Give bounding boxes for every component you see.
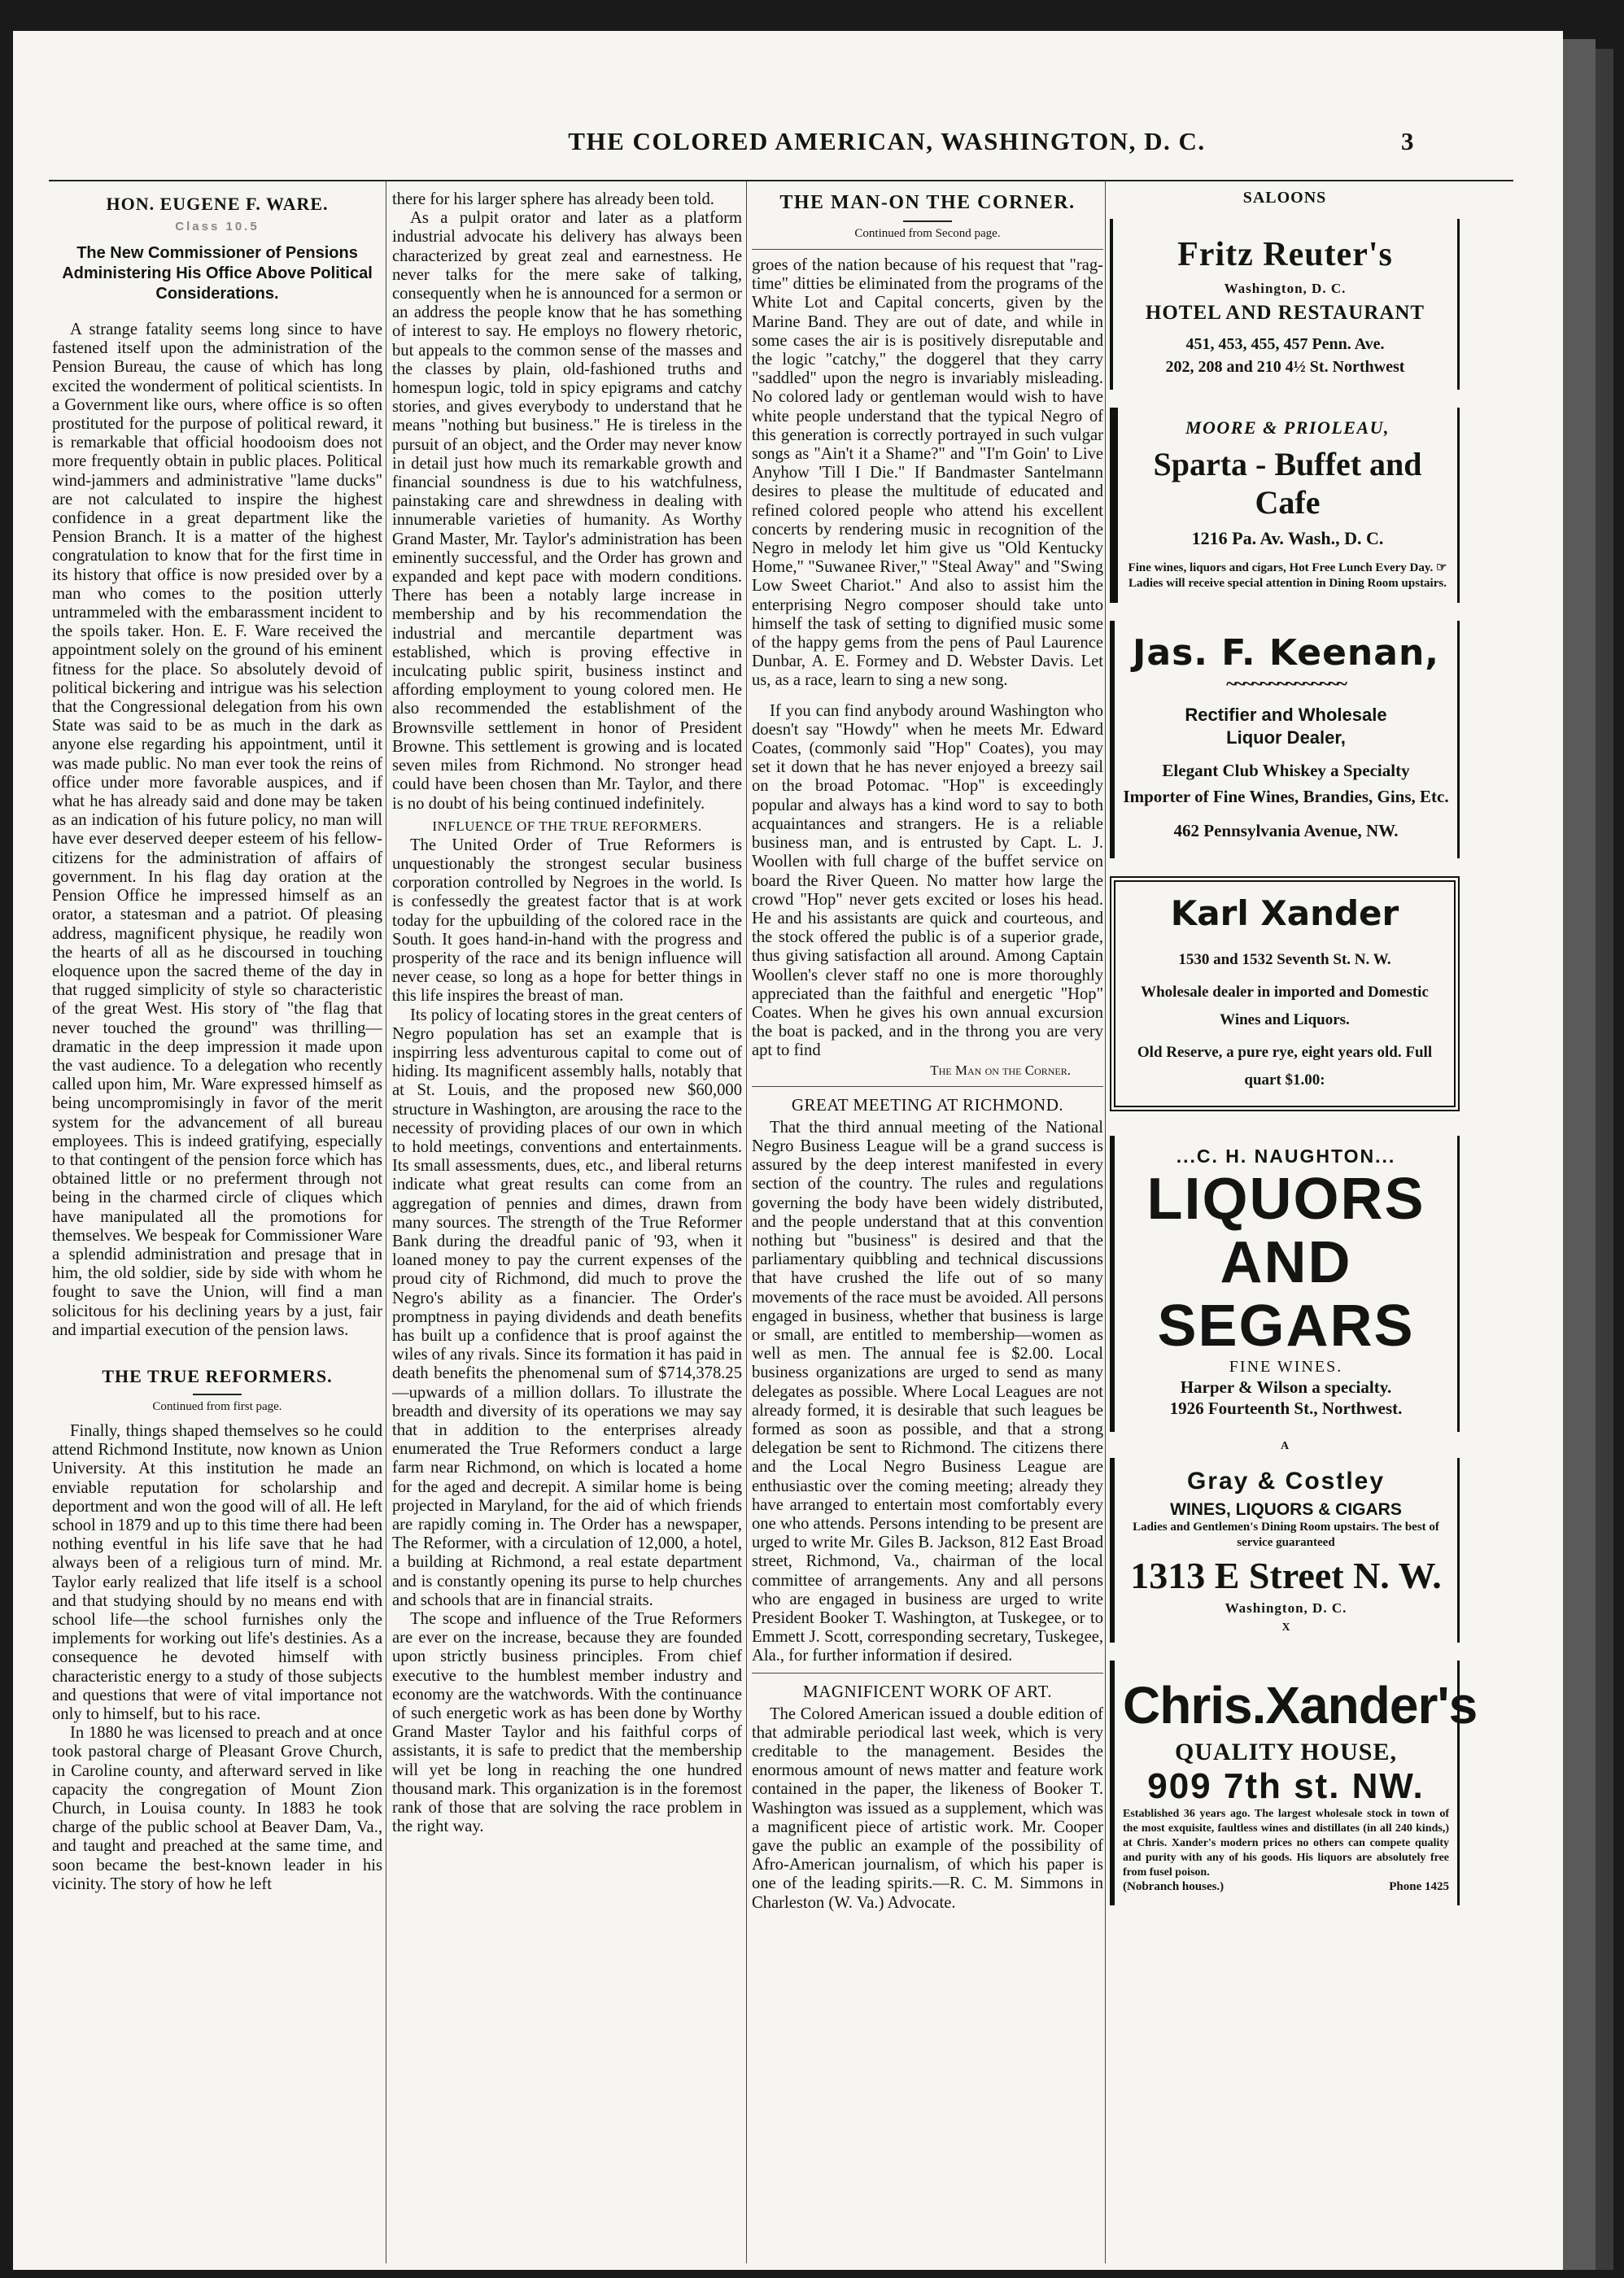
ad-kind: HOTEL AND RESTAURANT: [1145, 302, 1425, 324]
article-heading-work-of-art: MAGNIFICENT WORK OF ART.: [803, 1681, 1052, 1701]
divider: [752, 1086, 1103, 1087]
library-stamp: Class 10.5: [175, 220, 260, 233]
ad-name: Karl Xander: [1170, 893, 1399, 933]
paragraph: That the third annual meeting of the National Negro Business League will be a grand success is assured by the deep interest manifested in every section of the country. The rules and regulations governing the body have been widely distributed, and the people understand that at this convention nothing but "business" is desired and that the parliamentary quibbling and technical discussions that have crushed the life out of so many movements of the race must be avoided. All persons engaged in business, whether that business is large or small, are entitled to membership—women as well as men. The annual fee is $2.00. Local business organizations are urged to send as many delegates as possible. Where Local Leagues are not already formed, it is desirable that such leagues be formed as soon as possible, and that a strong delegation be sent to Richmond. The citizens there and the Local Negro Business League are enthusiastic over the coming meeting; already they have arranged to entertain most comfortably every one who attends. Persons intending to be present are urged to write Mr. Giles B. Jackson, 812 East Broad street, Richmond, Va., chairman of the local committee of arrangements. Any and all persons who are engaged in business are urged to write President Booker T. Washington, at Tuskegee, or to Emmett J. Scott, corresponding secretary, Tuskegee, Ala., for further information if desired.: [752, 1118, 1103, 1665]
ad-address: 202, 208 and 210 4½ St. Northwest: [1165, 358, 1405, 376]
ad-phone: Phone 1425: [1389, 1880, 1449, 1893]
continued-note: Continued from first page.: [152, 1399, 282, 1413]
paragraph: The United Order of True Reformers is unquestionably the strongest secular business corporation controlled by Negroes in the world. Is is confessedly the greatest factor that is at work today for the upbuilding of the colored race in the South. It goes hand-in-hand with the progress and prosperity of the race and its benign influence will never cease, so long as a hope for better things in this life inspires the breast of man.: [392, 836, 742, 1006]
ad-naughton: [1110, 1136, 1460, 1432]
ad-line: WINES, LIQUORS & CIGARS: [1170, 1500, 1402, 1519]
article-heading-richmond: GREAT MEETING AT RICHMOND.: [791, 1094, 1064, 1115]
column-2: [392, 190, 742, 2273]
ad-line: LIQUORS: [1146, 1167, 1425, 1232]
ad-line: Rectifier and Wholesale: [1185, 705, 1387, 725]
column-3: [752, 190, 1103, 2273]
ad-name: Jas. F. Keenan,: [1133, 632, 1439, 674]
page-number: 3: [1401, 127, 1414, 155]
paragraph: The scope and influence of the True Reformers are ever on the increase, because they are founded upon strictly business principles. From chief executive to the humblest member industry and economy are the watchwords. With the continuance of such energetic work as has been done by Worthy Grand Master Taylor and his faithful corps of assistants, it is safe to predict that the membership will yet be long in reaching the one hundred thousand mark. This organization is in the foremost rank of those that are solving the race problem in the right way.: [392, 1610, 742, 1836]
ad-name: Chris.Xander's: [1123, 1676, 1478, 1735]
ad-ornament: ~~~~~~~~~~~~~~: [1226, 674, 1346, 695]
paragraph: A strange fatality seems long since to have fastened itself upon the administration of the Pension Bureau, the cause of which has long excited the wonderment of political scientists. In a Government like ours, where office is so often prostituted for the purpose of political reward, it is remarkable that official hoodooism does not more frequently obtain in public places. Political wind-jammers and administrative "lame ducks" are not calculated to inspire the highest confidence in a great department like the Pension Branch. It is a matter of the highest congratulation to know that for the first time in its history that office is now presided over by a man who comes to the position utterly untrammeled with the embarassment incident to the spoils taker. Hon. E. F. Ware received the appointment solely on the ground of his eminent fitness for the place. So absolutely devoid of political bickering and intrigue was his selection that the Congressional delegation from his own State was said to be as much in the dark as anyone else regarding his appointment, until it was made public. No man ever took the reins of office under more favorable auspices, and if what he has already said and done may be taken as an indication of his future policy, no man will have ever deserved deeper esteem of his fellow-citizens for the administration of affairs of government. In his flag day oration at the Pension Office he impressed himself as an orator, a statesman and a patriot. Of pleasing address, magnificent physique, he readily won the hearts of all as he discoursed in touching eloquence upon the sacred theme of the day in that rugged simplicity of style so characteristic of the great West. His story of "the flag that never touched the ground" was thrilling—dramatic in the deep impression it made upon the vast audience. To a delegation who recently called upon him, Mr. Ware expressed himself as being uncompromisingly in favor of the merit system for the advancement of all bureau employees. This is indeed gratifying, especially to that contingent of the pension force which has obtained little or no preferment through not being in the charmed circle of cliques which have manipulated all the promotions for themselves. We bespeak for Commissioner Ware a splendid administration and presage that in him, the old soldier, side by side with whom he fought to save the Union, will find a man solicitous for his declining years by a just, fair and impartial execution of the pension laws.: [52, 321, 382, 1339]
ad-address: 1216 Pa. Av. Wash., D. C.: [1191, 528, 1384, 548]
ad-line: Importer of Fine Wines, Brandies, Gins, Etc.: [1123, 787, 1449, 806]
ads-category: SALOONS: [1242, 189, 1327, 207]
ad-moore-prioleau: [1110, 408, 1460, 603]
column-rule-2: [746, 181, 747, 2263]
masthead-rule: [49, 180, 1513, 181]
ad-address: 1313 E Street N. W.: [1130, 1555, 1442, 1596]
ad-gray-costley: [1110, 1458, 1460, 1643]
article-heading-man-on-corner: THE MAN-ON THE CORNER.: [779, 192, 1076, 213]
section-heading-influence: INFLUENCE OF THE TRUE REFORMERS.: [432, 818, 702, 834]
column-1: [52, 190, 382, 2273]
signature: The Man on the Corner.: [930, 1062, 1071, 1078]
short-rule: [903, 220, 952, 222]
ad-city: Washington, D. C.: [1225, 1600, 1347, 1616]
ad-line: Old Reserve, a pure rye, eight years old. Full quart $1.00:: [1137, 1044, 1433, 1089]
ad-text: Ladies and Gentlemen's Dining Room upstairs. The best of service guaranteed: [1133, 1521, 1439, 1549]
masthead-title: THE COLORED AMERICAN, WASHINGTON, D. C.: [568, 127, 1206, 155]
ad-address: 451, 453, 455, 457 Penn. Ave.: [1185, 335, 1385, 353]
paragraph: Finally, things shaped themselves so he could attend Richmond Institute, now known as Union University. At this institution he made an enviable reputation for scholarship and deportment and won the good will of all. He left school in 1879 and up to this time there had been nothing eventful in his life save that he had always been of a religious turn of mind. Mr. Taylor early realized that life itself is a school and that studying should by no means end with school life—the school furnishes only the implements for working out life's destinies. As a consequence he devoted himself with characteristic energy to a study of those subjects and questions that were of vital importance not only to himself, but to his race.: [52, 1421, 382, 1724]
page-edge-dark: [1596, 49, 1613, 2270]
ads-column: [1110, 184, 1478, 1923]
ad-line: Harper & Wilson a specialty.: [1180, 1377, 1392, 1397]
ad-address: 909 7th st. NW.: [1147, 1766, 1425, 1806]
paragraph: The Colored American issued a double edition of that admirable periodical last week, which is very creditable to the management. Besides the enormous amount of news matter and feature work contained in the paper, the likeness of Booker T. Washington was issued as a supplement, which was a magnificent piece of artistic work. Mr. Cooper gave the public an example of the possibility of Afro-American journalism, of which his paper is one of the leading spirits.—R. C. M. Simmons in Charleston (W. Va.) Advocate.: [752, 1704, 1103, 1912]
article-subheading-ware: The New Commissioner of Pensions Administering His Office Above Political Considerations.: [62, 244, 373, 303]
article-heading-ware: HON. EUGENE F. WARE.: [106, 194, 329, 214]
ad-separator: A: [1280, 1440, 1290, 1452]
ad-name: Fritz Reuter's: [1177, 236, 1393, 273]
ad-keenan: [1110, 621, 1460, 858]
ad-footer: [1123, 1880, 1449, 1894]
ad-line: Wholesale dealer in imported and Domestic Wines and Liquors.: [1141, 984, 1429, 1028]
ad-line: Elegant Club Whiskey a Specialty: [1162, 761, 1410, 780]
paragraph: As a pulpit orator and later as a platform industrial advocate his delivery has always been characterized by great zeal and earnestness. He never talks for the mere sake of talking, consequently when he is announced for a sermon or an address the people know that he has something of interest to say. He employs no flowery rhetoric, but appeals to the common sense of the masses and the classes by plain, old-fashioned truths and homespun logic, told in spicy epigrams and catchy stories, and gives everybody to understand that he means "nothing but business." He is tireless in the pursuit of an object, and the Order may never know in detail just how much its remarkable growth and financial soundness is due to his watchfulness, painstaking care and shrewdness in dealing with innumerable varieties of humanity. As Worthy Grand Master, Mr. Taylor's administration has been eminently successful, and the Order has grown and expanded and kept pace with modern conditions. There has been a notably large increase in membership and by his recommendation the industrial and mercantile department was established, which is proving effective in inculcating public spirit, business instinct and affording employment to young colored men. He also recommended the establishment of the Brownsville settlement in honor of President Browne. This settlement is growing and is located seven miles from Richmond. No stronger head could have been chosen than Mr. Taylor, and there is no doubt of his being continued indefinitely.: [392, 209, 742, 813]
paragraph: there for his larger sphere has already been told.: [392, 190, 714, 208]
page-edge: [1563, 39, 1596, 2270]
ad-text: Established 36 years ago. The largest wholesale stock in town of the most exquisite, faultless wines and distillates (in all 240 kinds,) at Chris. Xander's modern prices no others can compete quality and purity with any of his goods. His liquors are absolutely free from fusel poison.: [1123, 1808, 1449, 1879]
paragraph: groes of the nation because of his request that "rag-time" ditties be eliminated from the programs of the White Lot and Capital concerts, given by the Marine Band. They are out of date, and while in some cases the air is is positively disreputable and the logic "catchy," the doggerel that they carry "saddled" upon the negro is invariably misleading. No colored lady or gentleman would wish to have white people understand that the typical Negro of this generation is correctly portrayed in such vulgar songs as "Ain't it a Shame?" and "I'm Goin' to Live Anyhow 'Till I Die." If Bandmaster Santelmann desires to please the multitude of educated and refined colored people who attend his excellent concerts by rendering music in recognition of the Negro in melody let him give us "Old Kentucky Home," "Suwanee River," "Steal Away" and "Swing Low Sweet Chariot." And also to assist him the enterprising Negro composer should take unto himself the task of setting to dignified music some of the happy gems from the pens of Paul Laurence Dunbar, A. E. Formey and D. Webster Davis. Let us, as a race, learn to sing a new song.: [752, 256, 1103, 690]
paragraph: Its policy of locating stores in the great centers of Negro population has set an example that is inspirring less adventurous capital to come out of hiding. Its magnificent assembly halls, notably that at St. Louis, and the proposed new $60,000 structure in Washington, are arousing the race to the necessity of providing places of our own in which to hold meetings, conventions and entertainments. Its small assessments, dues, etc., and liberal returns indicate what great results can come from an aggregation of pennies and dimes, drawn from many sources. The strength of the True Reformer Bank during the dreadful panic of '93, when it loaned money to pay the current expenses of the proud city of Richmond, did much to prove the Negro's ability as a financier. The Order's promptness in paying dividends and death benefits has built up a confidence that is proof against the wiles of any rivals. Since its formation it has paid in death benefits the phenomenal sum of $714,378.25—upwards of a million dollars. To illustrate the breadth and diversity of its operations we may say that in addition to the enterprises already enumerated the True Reformers conduct a large farm near Richmond, on which is located a home for the aged and decrepit. A similar home is being projected in Maryland, for the aid of which friends are rapidly coming in. The Order has a newspaper, The Reformer, with a circulation of 12,000, a hotel, a building at Richmond, a real estate department and is constantly opening its purse to help churches and schools that are in financial straits.: [392, 1006, 742, 1609]
ad-line: AND SEGARS: [1157, 1230, 1415, 1359]
ad-address: 1530 and 1532 Seventh St. N. W.: [1178, 951, 1391, 968]
ad-owners: MOORE & PRIOLEAU,: [1185, 417, 1390, 438]
article-heading-true-reformers: THE TRUE REFORMERS.: [102, 1365, 333, 1386]
ad-line: QUALITY HOUSE,: [1175, 1739, 1397, 1765]
ad-separator: X: [1281, 1621, 1290, 1634]
ad-fritz-reuter: [1110, 219, 1460, 390]
divider: [752, 249, 1103, 250]
ad-karl-xander: [1110, 876, 1460, 1111]
continued-note: Continued from Second page.: [854, 227, 1001, 240]
ad-name: ...C. H. NAUGHTON...: [1176, 1146, 1396, 1167]
paragraph: In 1880 he was licensed to preach and at once took pastoral charge of Pleasant Grove Church, in Caroline county, and afterward served in like capacity the congregation of Mount Zion Church, in Louisa county. In 1883 he took charge of the public school at Beaver Dam, Va., and taught and preached at the same time, and soon became the best-known leader in his vicinity. The story of how he left: [52, 1724, 382, 1893]
ad-chris-xander: [1110, 1660, 1478, 1905]
ad-footer-left: (Nobranch houses.): [1123, 1880, 1225, 1893]
ad-city: Washington, D. C.: [1224, 281, 1347, 296]
divider: [752, 1673, 1103, 1674]
ad-name: Sparta - Buffet and Cafe: [1153, 446, 1422, 521]
ad-name: Gray & Costley: [1186, 1468, 1386, 1495]
column-rule-3: [1105, 181, 1106, 2263]
ad-line: FINE WINES.: [1229, 1358, 1343, 1376]
ad-address: 462 Pennsylvania Avenue, NW.: [1173, 821, 1399, 840]
ad-text: Fine wines, liquors and cigars, Hot Free Lunch Every Day. ☞Ladies will receive special attention in Dining Room upstairs.: [1128, 561, 1447, 590]
ad-address: 1926 Fourteenth St., Northwest.: [1169, 1399, 1403, 1418]
short-rule: [193, 1394, 242, 1395]
ad-line: Liquor Dealer,: [1226, 727, 1346, 748]
paragraph: If you can find anybody around Washington who doesn't say "Howdy" when he meets Mr. Edward Coates, (commonly said "Hop" Coates), you may set it down that he has never enjoyed a breezy sail on the broad Potomac. "Hop" is exceedingly popular and always has a kind word to say to both acquaintances and strangers. He is a reliable business man, and is entrusted by Capt. L. J. Woollen with full charge of the buffet service on board the River Queen. No matter how large the crowd "Hop" never gets excited or loses his head. He and his assistants are quick and courteous, and the stock offered the public is of a superior grade, thus giving satisfaction all around. Among Captain Woollen's clever staff no one is more thoroughly appreciated than the faithful and energetic "Hop" Coates. When he gives his own annual excursion the boat is packed, and in the throng you are very apt to find: [752, 701, 1103, 1060]
